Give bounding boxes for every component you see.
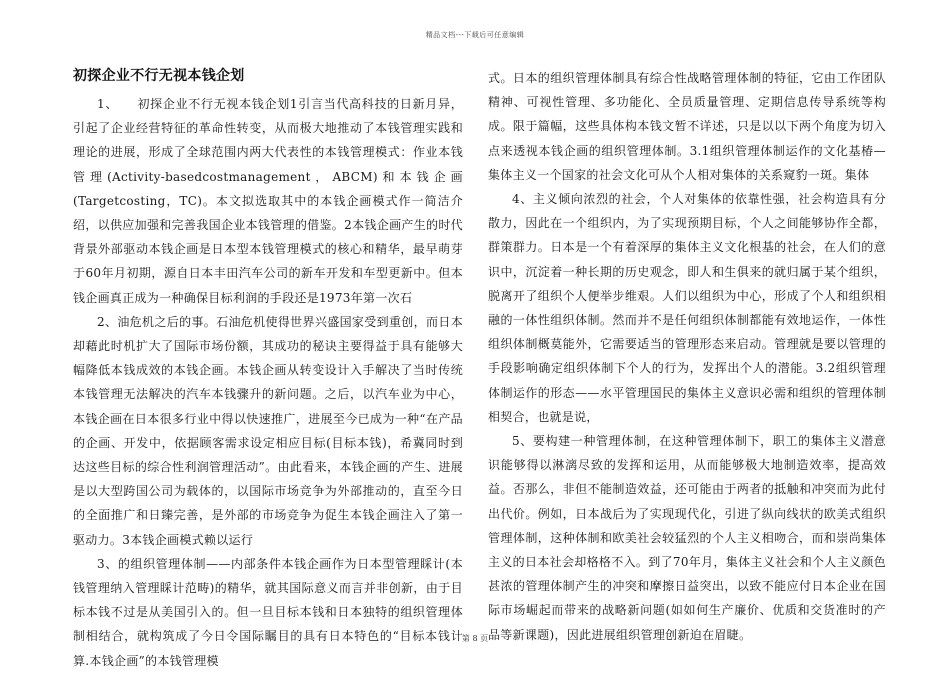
article-title: 初探企业不行无视本钱企划 <box>73 68 245 84</box>
paragraph-1: 1、 初探企业不行无视本钱企划1引言当代高科技的日新月异，引起了企业经营特征的革命性转变，从而极大地推动了本钱管理实践和理论的进展，形成了全球范围内两大代表性的本钱管理模式：作业本钱管理(Activity-basedcostmanagement，ABCM)和本钱企画(Targetcosting，TC)。本文拟选取其中的本钱企画模式作一简洁介绍，以供应加强和完善我国企业本钱管理的借鉴。2本钱企画产生的时代背景外部驱动本钱企画是日本型本钱管理模式的核心和精华，最早萌芽于60年月初期，源自日本丰田汽车公司的新车开发和车型更新中。但本钱企画真正成为一种确保目标利润的手段还是1973年第一次石 <box>73 97 463 305</box>
paragraph-2: 2、油危机之后的事。石油危机使得世界兴盛国家受到重创，而日本却藉此时机扩大了国际市场份额，其成功的秘诀主要得益于具有能够大幅降低本钱成效的本钱企画。本钱企画从转变设计入手解决了当时传统本钱管理无法解决的汽车本钱骤升的新问题。之后，以汽车业为中心，本钱企画在日本很多行业中得以快速推广，进展至今已成为一种“在产品的企画、开发中，依据顾客需求设定相应目标(目标本钱)，希冀同时到达这些目标的综合性利润管理活动”。由此看来，本钱企画的产生、进展是以大型跨国公司为载体的，以国际市场竞争为外部推动的，直至今日的全面推广和日臻完善，是外部的市场竞争为促生本钱企画注入了第一驱动力。3本钱企画模式赖以运行 <box>73 314 463 547</box>
right-column <box>488 66 886 647</box>
paragraph-3: 3、的组织管理体制——内部条件本钱企画作为日本型管理睬计(本钱管理纳入管理睬计范畴)的精华，就其国际意义而言并非创新，由于目标本钱不过是从美国引入的。但一旦目标本钱和日本独特的组织管理体制相结合，就构筑成了今日令国际瞩目的具有日本特色的“目标本钱计算.本钱企画”的本钱管理模 <box>73 556 463 668</box>
paragraph-5: 5、要构建一种管理体制，在这种管理体制下，职工的集体主义潜意识能够得以淋漓尽致的发挥和运用，从而能够极大地制造效率，提高效益。否那么，非但不能制造效益，还可能由于两者的抵触和冲突而为此付出代价。例如，日本战后为了实现现代化，引进了纵向线状的欧美式组织管理体制，这种体制和欧美社会较猛烈的个人主义相吻合，而和崇尚集体主义的日本社会却格格不入。到了70年月，集体主义社会和个人主义颜色甚浓的管理体制产生的冲突和摩擦日益突出，以致不能应付日本企业在国际市场崛起而带来的战略新问题(如如何生产廉价、优质和交货准时的产品等新课题)，因此进展组织管理创新迫在眉睫。 <box>488 434 886 642</box>
paragraph-4: 4、主义倾向浓烈的社会，个人对集体的依靠性强，社会构造具有分散力，因此在一个组织内，为了实现预期目标，个人之间能够协作全都，群策群力。日本是一个有着深厚的集体主义文化根基的社会，在人们的意识中，沉淀着一种长期的历史观念，即人和生俱来的就归属于某个组织，脱离开了组织个人便举步维艰。人们以组织为中心，形成了个人和组织相融的一体性组织体制。然而并不是任何组织体制都能有效地运作，一体性组织体制概莫能外，它需要适当的管理形态来启动。管理就是要以管理的手段影响确定组织体制下个人的行为，发挥出个人的潜能。3.2组织管理体制运作的形态——水平管理国民的集体主义意识必需和组织的管理体制相契合，也就是说， <box>488 192 886 424</box>
left-column <box>73 66 463 673</box>
page-number: 第 8 页 <box>461 634 489 643</box>
page-header: 精品文档---下载后可任意编辑 <box>425 31 525 39</box>
paragraph-3-continued: 式。日本的组织管理体制具有综合性战略管理体制的特征，它由工作团队精神、可视性管理、多功能化、全员质量管理、定期信息传导系统等构成。限于篇幅，这些具体构本钱文暂不详述，只是以以下两个角度为切入点来透视本钱企画的组织管理体制。3.1组织管理体制运作的文化基椿—集体主义一个国家的社会文化可从个人相对集体的关系窥豹一斑。集体 <box>488 71 886 182</box>
